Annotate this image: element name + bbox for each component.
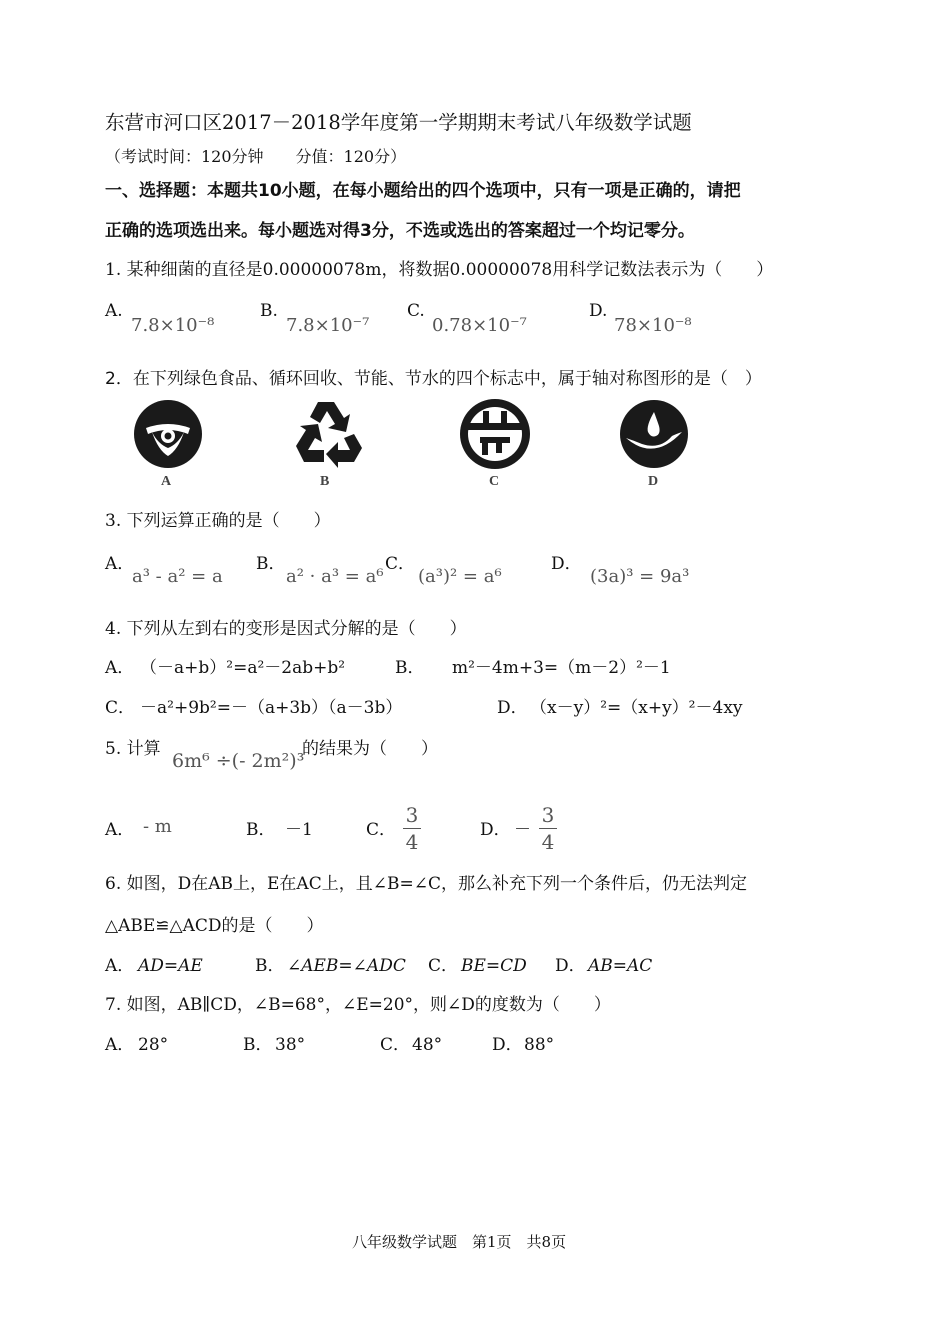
q4-option-d-text: （x－y）²=（x+y）²－4xy (530, 698, 743, 718)
q7-option-c-label: C． (380, 1035, 411, 1055)
q7-option-b-label: B． (243, 1035, 273, 1055)
q1-option-a-label: A. (105, 301, 123, 321)
recycle-logo-icon (288, 396, 368, 472)
q7-option-a-text: 28° (138, 1035, 169, 1055)
q5-option-b-label: B． (246, 820, 276, 840)
section-instructions-line2: 正确的选项选出来。每小题选对得3分，不选或选出的答案超过一个均记零分。 (105, 221, 695, 241)
q3-option-a-label: A． (105, 554, 135, 574)
q5-option-d-numerator: 3 (541, 803, 555, 827)
q6-option-d-text: AB=AC (588, 956, 653, 976)
q5-option-a-math: - m (143, 816, 172, 837)
green-food-logo-icon (132, 398, 204, 470)
question-6-stem-line1: 6. 如图，D在AB上，E在AC上，且∠B=∠C，那么补充下列一个条件后，仍无法判定 (105, 874, 747, 894)
q4-option-c-text: －a²+9b²=－（a+3b）（a－3b） (140, 698, 403, 718)
question-7-stem: 7. 如图，AB∥CD，∠B=68°，∠E=20°，则∠D的度数为（ ） (105, 995, 611, 1015)
q4-option-b-text: m²－4m+3=（m－2）²－1 (452, 658, 671, 678)
q7-option-d-text: 88° (524, 1035, 555, 1055)
q5-option-c-denominator: 4 (405, 830, 419, 854)
question-4-stem: 4. 下列从左到右的变形是因式分解的是（ ） (105, 619, 467, 639)
question-5-stem-math: 6m⁶ ÷(- 2m²)³ (172, 750, 305, 772)
question-2-stem: 2．在下列绿色食品、循环回收、节能、节水的四个标志中，属于轴对称图形的是（ ） (105, 369, 762, 389)
q7-option-a-label: A． (105, 1035, 135, 1055)
q5-option-a-label: A． (105, 820, 135, 840)
exam-info: （考试时间：120分钟 分值：120分） (105, 147, 407, 166)
q1-option-b-math: 7.8×10⁻⁷ (286, 315, 370, 336)
q6-option-a-label: A． (105, 956, 135, 976)
q4-option-a-text: （－a+b）²=a²－2ab+b² (140, 658, 346, 678)
logo-caption-d: D (648, 474, 659, 489)
logo-caption-a: A (161, 474, 172, 489)
q7-option-b-text: 38° (275, 1035, 306, 1055)
q5-option-c-fraction (403, 804, 421, 853)
q5-option-c-label: C． (366, 820, 397, 840)
q5-option-d-label: D． (480, 820, 511, 840)
logo-caption-c: C (489, 474, 500, 489)
q5-option-d-sign: － (514, 820, 531, 840)
q3-option-a-math: a³ - a² = a (132, 566, 223, 587)
q1-option-c-math: 0.78×10⁻⁷ (432, 315, 527, 336)
page-footer: 八年级数学试题 第1页 共8页 (352, 1233, 567, 1251)
water-saving-logo-icon (618, 398, 690, 470)
q1-option-c-label: C. (407, 301, 425, 321)
q5-option-d-fraction (539, 804, 557, 853)
q6-option-c-text: BE=CD (461, 956, 527, 976)
question-6-stem-line2: △ABE≌△ACD的是（ ） (105, 916, 324, 936)
energy-saving-logo-icon (458, 397, 532, 471)
q6-option-b-label: B． (255, 956, 285, 976)
q3-option-d-math: (3a)³ = 9a³ (590, 566, 690, 587)
logo-caption-b: B (320, 474, 330, 489)
section-instructions-line1: 一、选择题：本题共10小题，在每小题给出的四个选项中，只有一项是正确的，请把 (105, 181, 741, 201)
q3-option-c-math: (a³)² = a⁶ (418, 566, 502, 587)
page-title: 东营市河口区2017－2018学年度第一学期期末考试八年级数学试题 (105, 111, 692, 134)
q4-option-d-label: D． (497, 698, 528, 718)
q6-option-c-label: C． (428, 956, 459, 976)
question-1-stem: 1. 某种细菌的直径是0.00000078m，将数据0.00000078用科学记数法表示为（ ） (105, 260, 774, 280)
q7-option-c-text: 48° (412, 1035, 443, 1055)
q1-option-b-label: B. (260, 301, 278, 321)
q5-option-b-text: －1 (285, 820, 313, 840)
q1-option-a-math: 7.8×10⁻⁸ (131, 315, 215, 336)
q1-option-d-math: 78×10⁻⁸ (614, 315, 692, 336)
q5-option-c-numerator: 3 (405, 803, 419, 827)
fraction-bar (403, 828, 421, 829)
q5-option-d-denominator: 4 (541, 830, 555, 854)
question-5-stem-suffix: 的结果为（ ） (302, 739, 438, 759)
q3-option-d-label: D． (551, 554, 582, 574)
fraction-bar (539, 828, 557, 829)
q7-option-d-label: D． (492, 1035, 523, 1055)
q6-option-b-text: ∠AEB=∠ADC (287, 956, 406, 976)
q1-option-d-label: D. (589, 301, 608, 321)
q3-option-b-label: B． (256, 554, 286, 574)
q4-option-a-label: A． (105, 658, 135, 678)
q6-option-a-text: AD=AE (138, 956, 203, 976)
q4-option-c-label: C． (105, 698, 136, 718)
q3-option-c-label: C． (385, 554, 416, 574)
q3-option-b-math: a² · a³ = a⁶ (286, 566, 384, 587)
question-3-stem: 3. 下列运算正确的是（ ） (105, 511, 331, 531)
q4-option-b-label: B． (395, 658, 425, 678)
q6-option-d-label: D． (555, 956, 586, 976)
question-5-stem-prefix: 5. 计算 (105, 739, 161, 759)
